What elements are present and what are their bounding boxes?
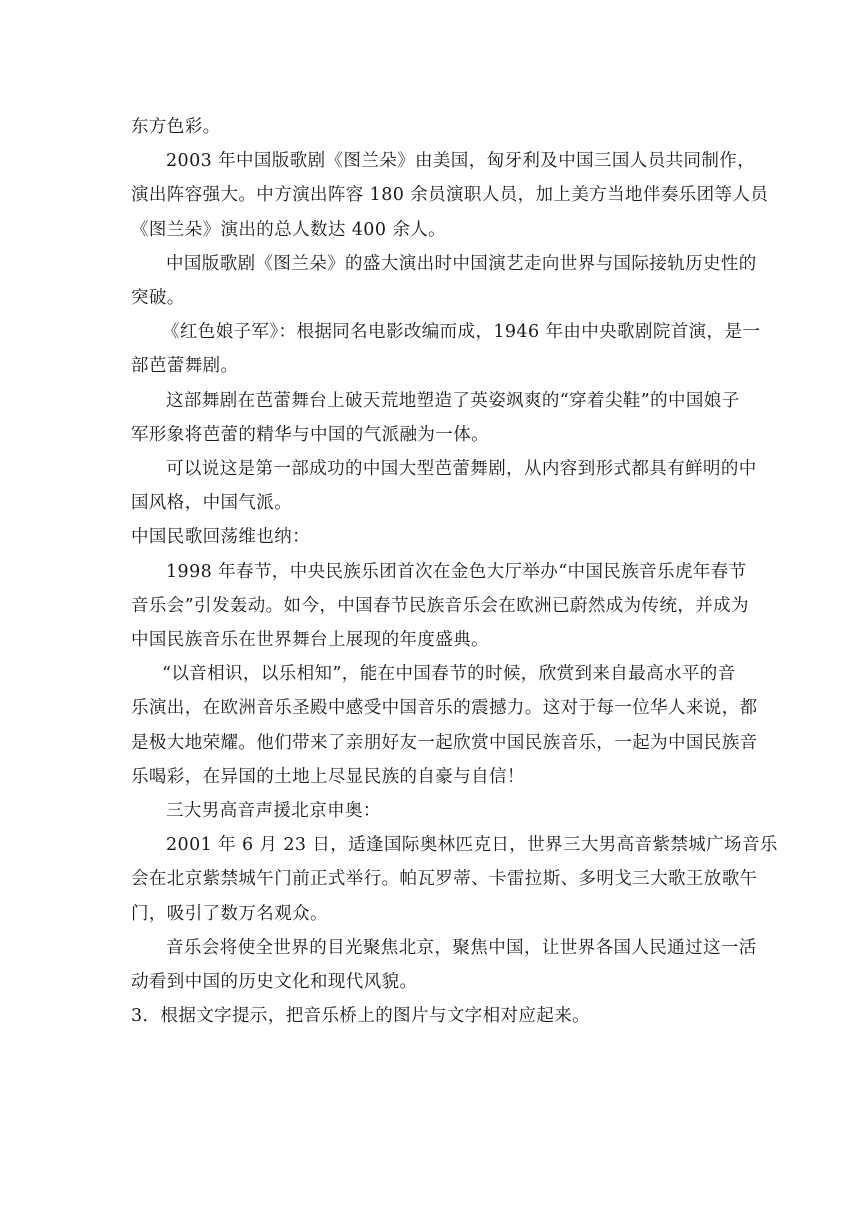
- text-line: 音乐会将使全世界的目光聚焦北京，聚焦中国，让世界各国人民通过这一活: [166, 937, 757, 958]
- text-line: 中国民歌回荡维也纳：: [131, 527, 310, 548]
- text-line: 动看到中国的历史文化和现代风貌。: [131, 972, 418, 993]
- text-line: 乐演出，在欧洲音乐圣殿中感受中国音乐的震撼力。这对于每一位华人来说，都: [131, 698, 758, 719]
- text-line: 3．根据文字提示，把音乐桥上的图片与文字相对应起来。: [131, 1006, 591, 1027]
- paragraph: [131, 247, 757, 315]
- text-line: 是极大地荣耀。他们带来了亲朋好友一起欣赏中国民族音乐，一起为中国民族音: [131, 732, 758, 753]
- text-line: 可以说这是第一部成功的中国大型芭蕾舞剧，从内容到形式都具有鲜明的中: [166, 459, 757, 480]
- document-body: [131, 110, 778, 1033]
- paragraph: [131, 384, 740, 452]
- paragraph: [131, 110, 731, 144]
- text-line: 这部舞剧在芭蕾舞台上破天荒地塑造了英姿飒爽的“穿着尖鞋”的中国娘子: [166, 390, 740, 411]
- text-line: 2003 年中国版歌剧《图兰朵》由美国，匈牙利及中国三国人员共同制作，: [166, 151, 756, 172]
- text-line: 中国民族音乐在世界舞台上展现的年度盛典。: [131, 630, 489, 651]
- paragraph: [131, 452, 757, 520]
- paragraph: [131, 828, 778, 931]
- text-line: 国风格，中国气派。: [131, 493, 293, 514]
- paragraph: [131, 794, 731, 828]
- paragraph: [131, 657, 758, 794]
- paragraph: [131, 999, 731, 1033]
- text-line: 1998 年春节，中央民族乐团首次在金色大厅举办“中国民族音乐虎年春节: [166, 561, 747, 582]
- text-line: 部芭蕾舞剧。: [131, 356, 239, 377]
- text-line: 三大男高音声援北京申奥：: [166, 801, 381, 822]
- text-line: 会在北京紫禁城午门前正式举行。帕瓦罗蒂、卡雷拉斯、多明戈三大歌王放歌午: [131, 869, 758, 890]
- text-line: 东方色彩。: [131, 117, 221, 137]
- text-line: “以音相识，以乐相知”，能在中国春节的时候，欣赏到来自最高水平的音: [162, 664, 736, 685]
- text-line: 中国版歌剧《图兰朵》的盛大演出时中国演艺走向世界与国际接轨历史性的: [166, 253, 757, 274]
- text-line: 《图兰朵》演出的总人数达 400 余人。: [131, 219, 447, 240]
- text-line: 突破。: [131, 288, 185, 309]
- text-line: 《红色娘子军》：根据同名电影改编而成，1946 年由中央歌剧院首演，是一: [162, 322, 761, 343]
- paragraph: [131, 144, 769, 247]
- text-line: 演出阵容强大。中方演出阵容 180 余员演职人员，加上美方当地伴奏乐团等人员: [131, 185, 769, 206]
- paragraph: [131, 555, 749, 658]
- text-line: 乐喝彩，在异国的土地上尽显民族的自豪与自信！: [131, 766, 525, 787]
- text-line: 门，吸引了数万名观众。: [131, 903, 328, 924]
- text-line: 音乐会”引发轰动。如今，中国春节民族音乐会在欧洲已蔚然成为传统，并成为: [131, 595, 749, 616]
- paragraph: [131, 315, 761, 383]
- text-line: 军形象将芭蕾的精华与中国的气派融为一体。: [131, 424, 489, 445]
- paragraph: [131, 931, 757, 999]
- text-line: 2001 年 6 月 23 日，适逢国际奥林匹克日，世界三大男高音紫禁城广场音乐: [166, 835, 778, 856]
- paragraph: [131, 520, 731, 554]
